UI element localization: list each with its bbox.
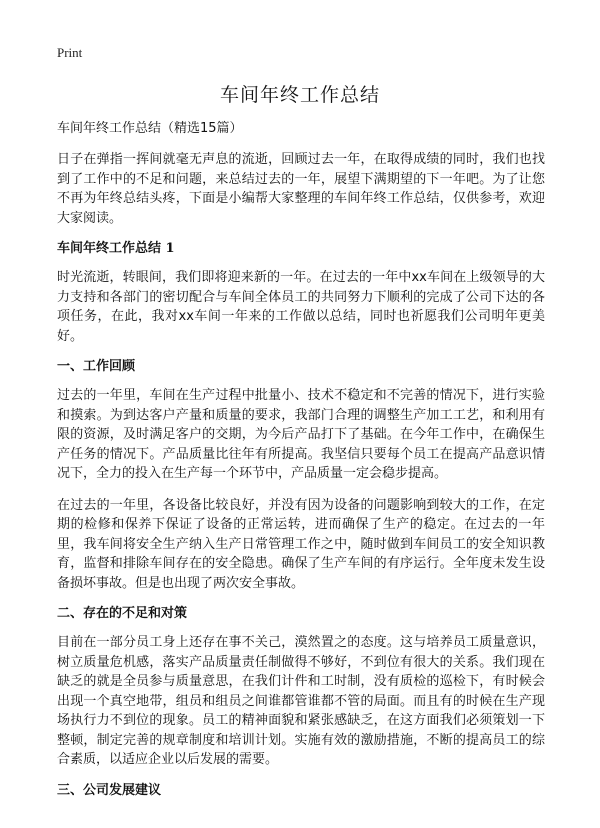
document-subtitle: 车间年终工作总结（精选15篇） (57, 121, 243, 136)
article-heading: 车间年终工作总结 1 (57, 241, 175, 256)
section-heading-shortcomings: 二、存在的不足和对策 (57, 606, 188, 621)
intro-paragraph: 日子在弹指一挥间就毫无声息的流逝，回顾过去一年，在取得成绩的同时，我们也找到了工作中的不足和问题，来总结过去的一年，展望下满期望的下一年吧。为了让您不再为年终总结头疼，下面是小编帮大家整理的车间年终工作总结，仅供参考，欢迎大家阅读。 (57, 152, 545, 226)
page-title: 车间年终工作总结 (219, 84, 380, 106)
shortcomings-paragraph: 目前在一部分员工身上还存在事不关己，漠然置之的态度。这与培养员工质量意识，树立质量危机感，落实产品质量责任制做得不够好，不到位有很大的关系。我们现在缺乏的就是全员参与质量意思，在我们计件和工时制，没有质检的巡检下，有时候会出现一个真空地带，组员和组员之间谁都管谁都不管的局面。而且有的时候在生产现场执行力不到位的现象。员工的精神面貌和紧张感缺乏，在这方面我们必须策划一下整顿，制定完善的规章制度和培训计划。实施有效的激励措施，不断的提高员工的综合素质，以适应企业以后发展的需要。 (57, 635, 545, 767)
section-heading-work-review: 一、工作回顾 (57, 359, 136, 374)
work-review-paragraph-2: 在过去的一年里，各设备比较良好，并没有因为设备的问题影响到较大的工作，在定期的检修和保养下保证了设备的正常运转，进而确保了生产的稳定。在过去的一年里，我车间将安全生产纳入生产日常管理工作之中，随时做到车间员工的安全知识教育，监督和排除车间存在的安全隐患。确保了生产车间的有序运行。全年度未发生设备损坏事故。但是也出现了两次安全事故。 (57, 497, 545, 591)
document-body (57, 120, 545, 810)
section-heading-suggestions: 三、公司发展建议 (57, 782, 162, 798)
article-intro-paragraph: 时光流逝，转眼间，我们即将迎来新的一年。在过去的一年中xx车间在上级领导的大力支持和各部门的密切配合与车间全体员工的共同努力下顺利的完成了公司下达的各项任务，在此，我对xx车间一年来的工作做以总结，同时也祈愿我们公司明年更美好。 (57, 270, 545, 344)
print-link[interactable]: Print (57, 45, 83, 60)
work-review-paragraph-1: 过去的一年里，车间在生产过程中批量小、技术不稳定和不完善的情况下，进行实验和摸索。为到达客户产量和质量的要求，我部门合理的调整生产加工工艺，和利用有限的资源，及时满足客户的交期，为今后产品打下了基础。在今年工作中，在确保生产任务的情况下。产品质量比往年有所提高。我坚信只要每个员工在提高产品意识情况下，全力的投入在生产每一个环节中，产品质量一定会稳步提高。 (57, 388, 545, 481)
